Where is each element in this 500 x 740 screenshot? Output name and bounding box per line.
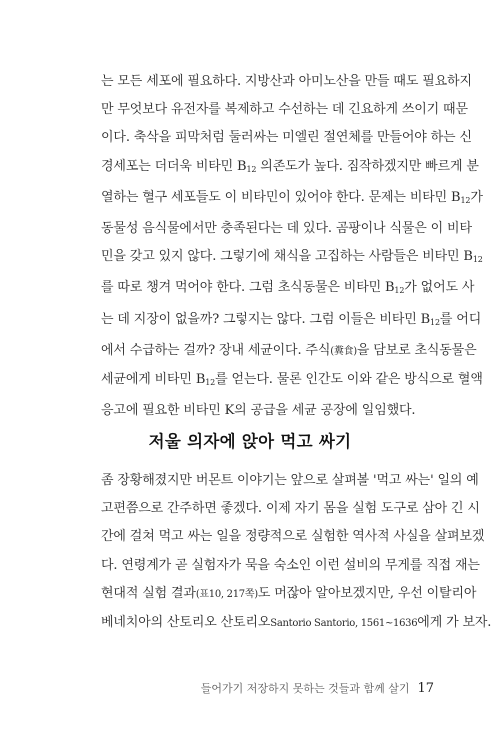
body-paragraph-2 — [101, 467, 492, 638]
text-line: 현대적 실험 결과(표10, 217쪽)도 머잖아 알아보겠지만, 우선 이탈리아 — [101, 585, 477, 601]
text-line: 경세포는 더더욱 비타민 $B_{12}$ 의존도가 높다. 짐작하겠지만 빠르게 분 — [101, 158, 479, 174]
text-line: 열하는 혈구 세포들도 이 비타민이 있어야 한다. 문제는 비타민 $B_{12}$가 — [101, 189, 483, 205]
text-line: 베네치아의 산토리오 산토리오Santorio Santorio, 1561~1636에게 가 보자. — [101, 615, 492, 631]
page-footer — [201, 680, 434, 696]
text-line: 는 모든 세포에 필요하다. 지방산과 아미노산을 만들 때도 필요하지 — [101, 74, 472, 89]
text-line: 민을 갖고 있지 않다. 그렇기에 채식을 고집하는 사람들은 비타민 $B_{12}$ — [101, 249, 483, 265]
text-line: 간에 걸쳐 먹고 싸는 일을 정량적으로 실험한 역사적 사실을 살펴보겠 — [101, 529, 485, 545]
text-line: 동물성 음식물에서만 충족된다는 데 있다. 곰팡이나 식물은 이 비타 — [101, 221, 472, 237]
text-line: 다. 연령계가 곧 실험자가 묵을 숙소인 이런 설비의 무게를 직접 재는 — [101, 557, 480, 573]
page-number: 17 — [417, 681, 434, 696]
text-line: 응고에 필요한 비타민 K의 공급을 세균 공장에 일임했다. — [101, 403, 416, 419]
section-heading: 저울 의자에 앉아 먹고 싸기 — [148, 432, 352, 451]
text-line: 만 무엇보다 유전자를 복제하고 수선하는 데 긴요하게 쓰이기 때문 — [101, 102, 468, 118]
text-line: 에서 수급하는 걸까? 장내 세균이다. 주식(糞食)을 담보로 초식동물은 — [101, 342, 477, 358]
text-line: 는 데 지장이 없을까? 그렇지는 않다. 그럼 이들은 비타민 $B_{12}$를 어디 — [101, 311, 482, 327]
running-title: 들어가기 저장하지 못하는 것들과 함께 살기 — [200, 682, 410, 695]
text-line: 를 따로 챙겨 먹어야 한다. 그럼 초식동물은 비타민 $B_{12}$가 없어도 사 — [101, 280, 475, 296]
text-line: 좀 장황해졌지만 버몬트 이야기는 앞으로 살펴볼 '먹고 싸는' 일의 예 — [101, 473, 479, 488]
text-line: 세균에게 비타민 $B_{12}$를 얻는다. 물론 인간도 이와 같은 방식으로 혈액 — [101, 372, 483, 388]
text-line: 고편쯤으로 간주하면 좋겠다. 이제 자기 몸을 실험 도구로 삼아 긴 시 — [101, 501, 480, 517]
text-line: 이다. 축삭을 피막처럼 둘러싸는 미엘린 절연체를 만들어야 하는 신 — [101, 130, 472, 146]
body-paragraph-1 — [101, 68, 483, 425]
